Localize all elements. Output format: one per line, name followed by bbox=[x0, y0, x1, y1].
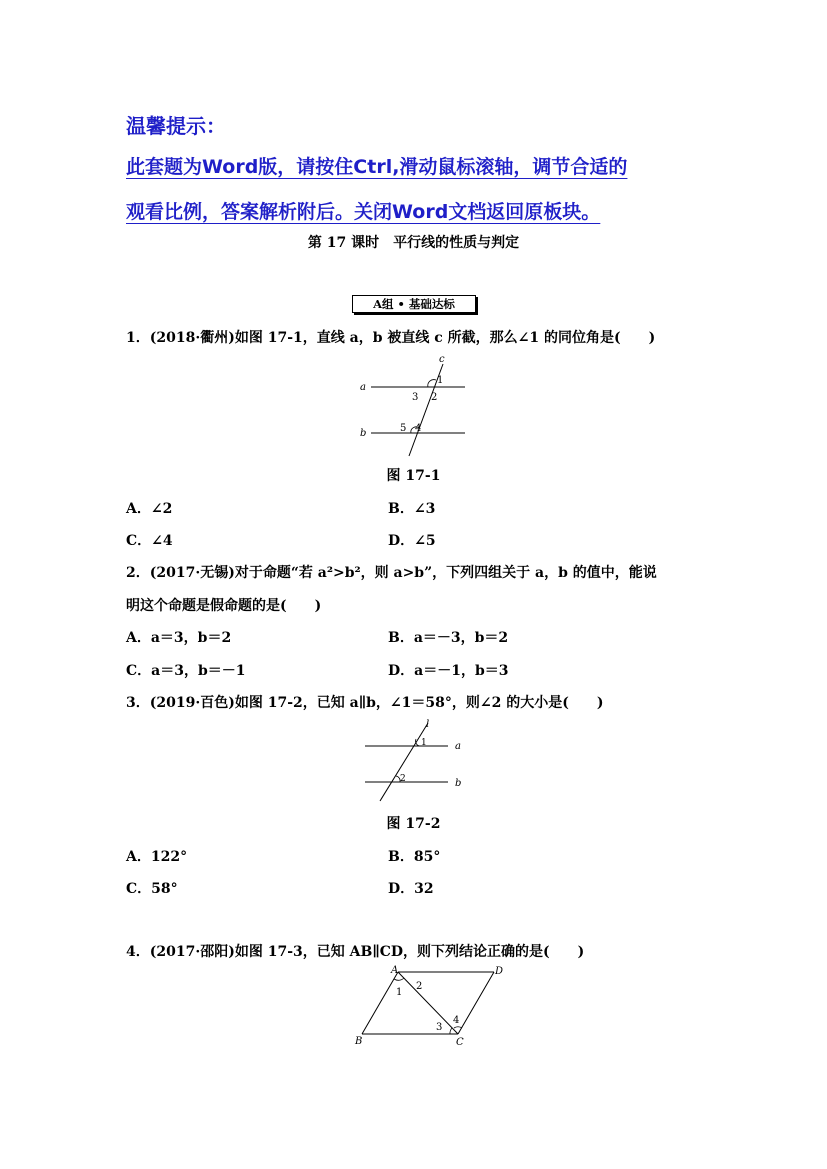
q3-option-c: C．58° bbox=[126, 881, 178, 897]
label-c: c bbox=[439, 354, 445, 365]
question-3 bbox=[126, 692, 603, 712]
question-2-number: 2． bbox=[126, 565, 150, 581]
label-l: l bbox=[426, 719, 430, 730]
angle-label-3: 3 bbox=[436, 1022, 443, 1033]
label-b: b bbox=[455, 778, 462, 789]
label-A: A bbox=[391, 965, 399, 976]
question-3-text: 如图 17-2，已知 a∥b，∠1＝58°，则∠2 的大小是( ) bbox=[234, 695, 604, 711]
question-3-source: (2019·百色) bbox=[149, 695, 235, 711]
question-1-text: 如图 17-1，直线 a，b 被直线 c 所截，那么∠1 的同位角是( ) bbox=[234, 330, 656, 346]
angle-arc bbox=[394, 978, 404, 980]
question-4-source: (2017·邵阳) bbox=[149, 944, 235, 960]
question-2-line-2: 明这个命题是假命题的是( ) bbox=[126, 598, 322, 614]
angle-label-3: 3 bbox=[412, 392, 419, 403]
figure-17-2 bbox=[360, 718, 470, 804]
angle-label-1: 1 bbox=[437, 375, 444, 386]
angle-label-4: 4 bbox=[415, 423, 422, 434]
q3-option-d: D．32 bbox=[388, 881, 434, 897]
figure-caption-17-2: 图 17-2 bbox=[386, 816, 441, 832]
question-2-source: (2017·无锡) bbox=[149, 565, 235, 581]
question-1 bbox=[126, 327, 655, 347]
q1-option-a: A．∠2 bbox=[126, 501, 173, 517]
question-1-source: (2018·衢州) bbox=[149, 330, 235, 346]
angle-label-5: 5 bbox=[400, 423, 407, 434]
angle-arc bbox=[454, 1027, 462, 1028]
label-C: C bbox=[456, 1037, 464, 1048]
lesson-title: 第 17 课时 平行线的性质与判定 bbox=[307, 235, 520, 251]
question-2 bbox=[126, 562, 657, 582]
figure-17-3 bbox=[350, 962, 510, 1050]
question-3-number: 3． bbox=[126, 695, 150, 711]
q2-option-c: C．a＝3，b＝－1 bbox=[126, 663, 246, 679]
q2-option-b: B．a＝－3，b＝2 bbox=[388, 630, 509, 646]
tip-line-2: 观看比例，答案解析附后。关闭Word文档返回原板块。 bbox=[126, 201, 601, 223]
label-a: a bbox=[360, 382, 366, 393]
segment-ab bbox=[362, 972, 398, 1034]
line-l bbox=[380, 723, 428, 801]
angle-arc bbox=[450, 1028, 452, 1034]
group-label: A组 • 基础达标 bbox=[352, 295, 476, 313]
angle-label-1: 1 bbox=[421, 738, 427, 748]
q1-option-b: B．∠3 bbox=[388, 501, 436, 517]
angle-label-2: 2 bbox=[416, 981, 423, 992]
label-a: a bbox=[455, 741, 461, 752]
angle-label-1: 1 bbox=[396, 987, 403, 998]
q3-option-a: A．122° bbox=[126, 849, 188, 865]
segment-ac bbox=[398, 972, 458, 1034]
q1-option-c: C．∠4 bbox=[126, 533, 173, 549]
tip-line-1: 此套题为Word版，请按住Ctrl,滑动鼠标滚轴，调节合适的 bbox=[126, 156, 628, 178]
question-1-number: 1． bbox=[126, 330, 150, 346]
q3-option-b: B．85° bbox=[388, 849, 441, 865]
figure-caption-17-1: 图 17-1 bbox=[386, 468, 441, 484]
tip-title: 温馨提示： bbox=[126, 114, 226, 138]
angle-label-2: 2 bbox=[431, 392, 438, 403]
angle-label-2: 2 bbox=[400, 774, 406, 784]
figure-17-1 bbox=[355, 352, 475, 460]
question-4-number: 4． bbox=[126, 944, 150, 960]
q2-option-a: A．a＝3，b＝2 bbox=[126, 630, 232, 646]
q1-option-d: D．∠5 bbox=[388, 533, 436, 549]
question-4 bbox=[126, 941, 584, 961]
question-4-text: 如图 17-3，已知 AB∥CD，则下列结论正确的是( ) bbox=[234, 944, 585, 960]
segment-dc bbox=[458, 972, 494, 1034]
label-b: b bbox=[360, 428, 367, 439]
question-2-text-1: 对于命题“若 a²>b²，则 a>b”，下列四组关于 a，b 的值中，能说 bbox=[234, 565, 657, 581]
label-B: B bbox=[355, 1036, 363, 1047]
angle-label-4: 4 bbox=[453, 1015, 460, 1026]
q2-option-d: D．a＝－1，b＝3 bbox=[388, 663, 509, 679]
label-D: D bbox=[495, 966, 504, 977]
